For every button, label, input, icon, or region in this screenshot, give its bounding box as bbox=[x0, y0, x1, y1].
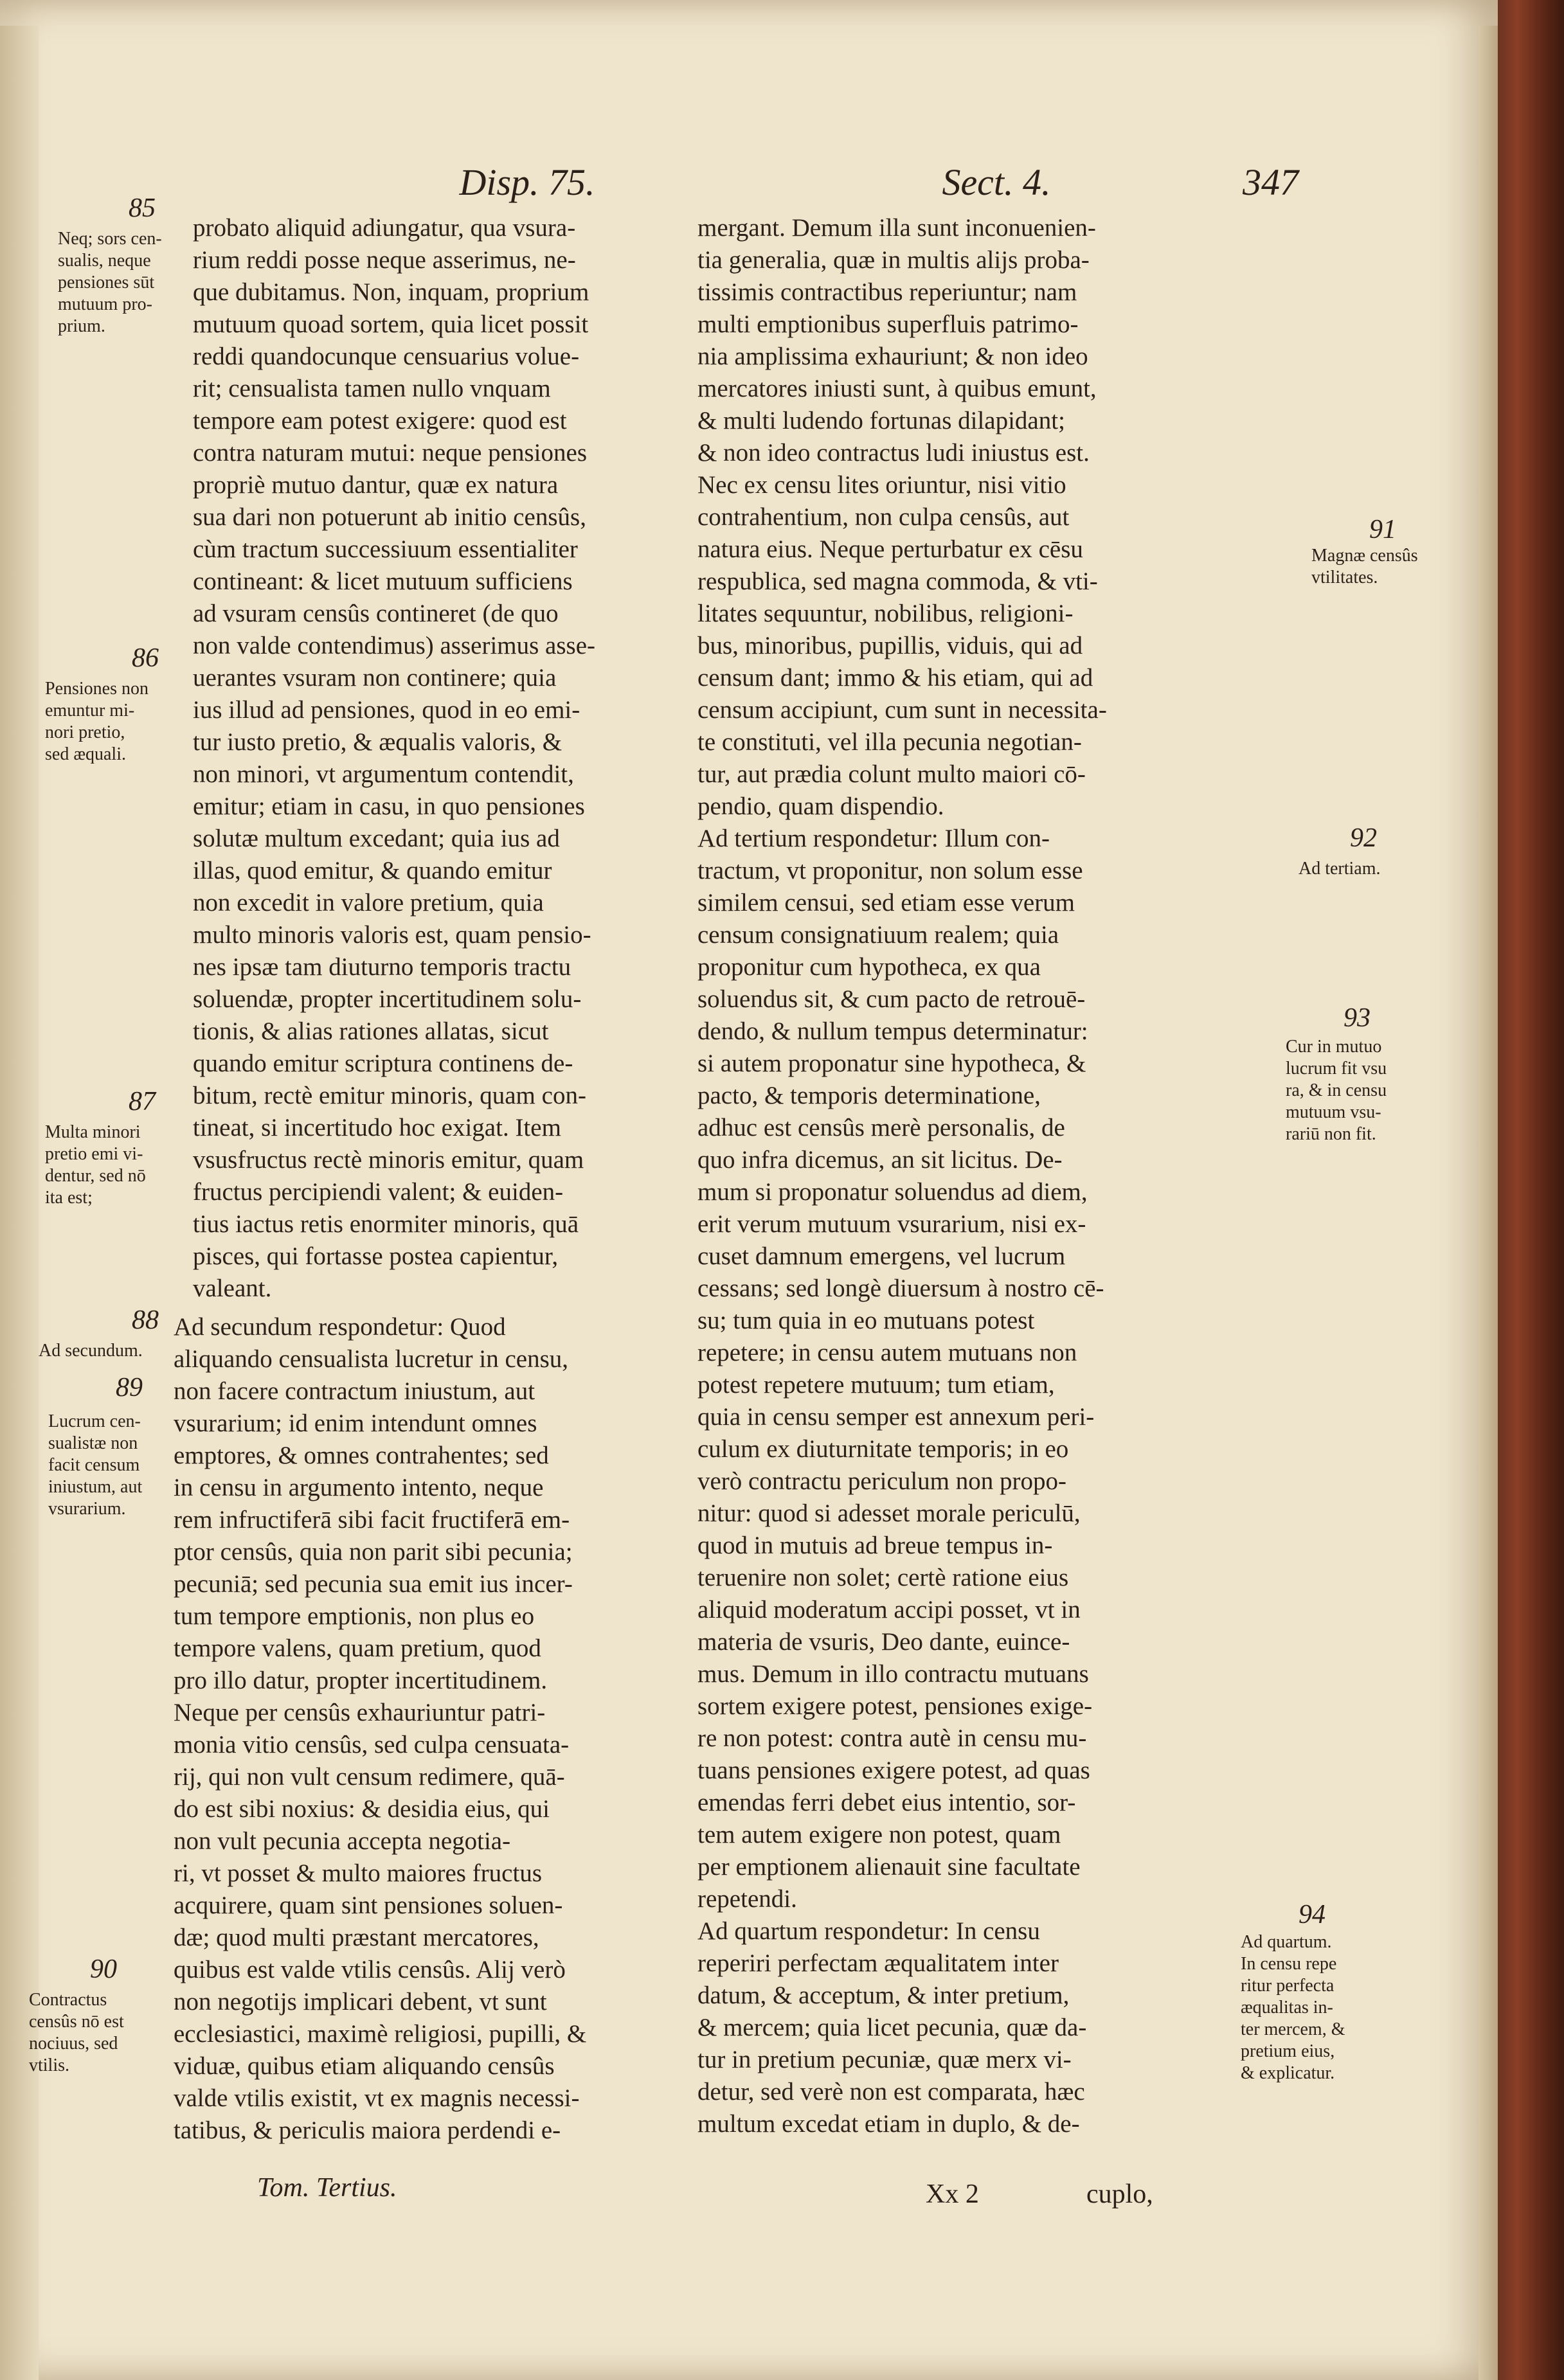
marginal-number: 91 bbox=[1369, 515, 1396, 544]
text-line: tur in pretium pecuniæ, quæ merx vi- bbox=[697, 2046, 1072, 2073]
text-line: contrahentium, non culpa censûs, aut bbox=[697, 503, 1070, 531]
text-line: emitur; etiam in casu, in quo pensiones bbox=[193, 792, 585, 820]
text-line: soluendæ, propter incertitudinem solu- bbox=[193, 985, 582, 1013]
text-line: mus. Demum in illo contractu mutuans bbox=[697, 1660, 1089, 1688]
marginal-note-line: ritur perfecta bbox=[1241, 1976, 1335, 1996]
text-line: adhuc est censûs merè personalis, de bbox=[697, 1114, 1065, 1141]
text-line: illas, quod emitur, & quando emitur bbox=[193, 857, 552, 884]
marginal-note-line: rariū non fit. bbox=[1286, 1124, 1376, 1144]
marginal-note bbox=[1241, 1931, 1408, 2084]
text-line: sortem exigere potest, pensiones exige- bbox=[697, 1692, 1093, 1720]
text-line: Ad tertium respondetur: Illum con- bbox=[697, 825, 1050, 852]
text-line: pro illo datur, propter incertitudinem. bbox=[174, 1667, 548, 1694]
marginal-note bbox=[45, 1122, 186, 1209]
text-line: proponitur cum hypotheca, ex qua bbox=[697, 953, 1041, 981]
text-line: aliquid moderatum accipi posset, vt in bbox=[697, 1596, 1081, 1624]
page-fore-edge bbox=[1479, 26, 1498, 2380]
marginal-note-line: ter mercem, & bbox=[1241, 2019, 1345, 2039]
text-line: repetere; in censu autem mutuans non bbox=[697, 1339, 1077, 1366]
marginal-number: 88 bbox=[132, 1305, 159, 1335]
text-line: mergant. Demum illa sunt inconuenien- bbox=[697, 214, 1096, 242]
text-line: vsurarium; id enim intendunt omnes bbox=[174, 1409, 537, 1437]
marginal-number: 92 bbox=[1350, 823, 1377, 853]
text-line: censum dant; immo & his etiam, qui ad bbox=[697, 664, 1093, 692]
marginal-note-line: Neq; sors cen- bbox=[58, 229, 162, 249]
marginal-note-line: emuntur mi- bbox=[45, 701, 135, 720]
text-line: multum excedat etiam in duplo, & de- bbox=[697, 2110, 1080, 2138]
marginal-note-line: Magnæ censûs bbox=[1311, 546, 1418, 566]
marginal-note-line: Lucrum cen- bbox=[48, 1411, 141, 1431]
marginal-note-line: Pensiones non bbox=[45, 679, 148, 699]
text-line: verò contractu periculum non propo- bbox=[697, 1467, 1066, 1495]
text-line: valeant. bbox=[193, 1275, 272, 1302]
text-line: emptores, & omnes contrahentes; sed bbox=[174, 1442, 549, 1469]
text-line: non valde contendimus) asserimus asse- bbox=[193, 632, 596, 659]
marginal-note-line: vtilis. bbox=[29, 2055, 70, 2075]
marginal-note-line: Ad secundum. bbox=[39, 1341, 143, 1361]
text-line: re non potest: contra autè in censu mu- bbox=[697, 1724, 1087, 1752]
marginal-number: 94 bbox=[1299, 1900, 1326, 1929]
text-line: non excedit in valore pretium, quia bbox=[193, 889, 544, 917]
text-line: vsusfructus rectè minoris emitur, quam bbox=[193, 1146, 584, 1174]
text-line: solutæ multum excedant; quia ius ad bbox=[193, 825, 560, 852]
marginal-note bbox=[1311, 545, 1472, 589]
text-line: reperiri perfectam æqualitatem inter bbox=[697, 1949, 1059, 1977]
marginal-number: 85 bbox=[129, 193, 156, 223]
text-line: cessans; sed longè diuersum à nostro cē- bbox=[697, 1275, 1104, 1302]
text-line: quo infra dicemus, an sit licitus. De- bbox=[697, 1146, 1063, 1174]
text-line: erit verum mutuum vsurarium, nisi ex- bbox=[697, 1210, 1086, 1238]
text-line: aliquando censualista lucretur in censu, bbox=[174, 1345, 569, 1373]
text-line: que dubitamus. Non, inquam, proprium bbox=[193, 278, 589, 306]
text-line: mercatores iniusti sunt, à quibus emunt, bbox=[697, 375, 1097, 402]
text-line: uerantes vsuram non continere; quia bbox=[193, 664, 557, 692]
text-line: non negotijs implicari debent, vt sunt bbox=[174, 1988, 547, 2016]
text-line: Neque per censûs exhauriuntur patri- bbox=[174, 1699, 546, 1726]
text-line: pendio, quam dispendio. bbox=[697, 792, 944, 820]
marginal-number: 86 bbox=[132, 643, 159, 673]
marginal-note-line: sed æquali. bbox=[45, 744, 126, 764]
marginal-note-line: dentur, sed nō bbox=[45, 1166, 146, 1186]
text-line: tempore eam potest exigere: quod est bbox=[193, 407, 567, 434]
text-line: quia in censu semper est annexum peri- bbox=[697, 1403, 1095, 1431]
text-line: non facere contractum iniustum, aut bbox=[174, 1377, 535, 1405]
text-line: tionis, & alias rationes allatas, sicut bbox=[193, 1017, 549, 1045]
text-line: rem infructiferā sibi facit fructiferā em- bbox=[174, 1506, 570, 1534]
marginal-note bbox=[1286, 1036, 1453, 1145]
volume-line: Tom. Tertius. bbox=[257, 2173, 397, 2203]
text-line: tempore valens, quam pretium, quod bbox=[174, 1634, 541, 1662]
marginal-number: 87 bbox=[129, 1087, 156, 1116]
text-line: detur, sed verè non est comparata, hæc bbox=[697, 2078, 1085, 2106]
text-line: bus, minoribus, pupillis, viduis, qui ad bbox=[697, 632, 1083, 659]
text-line: per emptionem alienauit sine facultate bbox=[697, 1853, 1081, 1881]
marginal-note-line: In censu repe bbox=[1241, 1954, 1337, 1974]
marginal-note-line: & explicatur. bbox=[1241, 2063, 1335, 2083]
marginal-note bbox=[1299, 858, 1459, 880]
marginal-note bbox=[39, 1340, 186, 1362]
text-line: mum si proponatur soluendus ad diem, bbox=[697, 1178, 1088, 1206]
text-line: soluendus sit, & cum pacto de retrouē- bbox=[697, 985, 1086, 1013]
marginal-note bbox=[58, 228, 186, 337]
text-line: natura eius. Neque perturbatur ex cēsu bbox=[697, 535, 1083, 563]
text-line: materia de vsuris, Deo dante, euince- bbox=[697, 1628, 1070, 1656]
marginal-note-line: pensiones sūt bbox=[58, 273, 155, 292]
text-line: rij, qui non vult censum redimere, quā- bbox=[174, 1763, 565, 1791]
text-line: Ad quartum respondetur: In censu bbox=[697, 1917, 1040, 1945]
marginal-note-line: iniustum, aut bbox=[48, 1477, 143, 1497]
marginal-note-line: ra, & in censu bbox=[1286, 1080, 1387, 1100]
text-line: & non ideo contractus ludi iniustus est. bbox=[697, 439, 1090, 467]
text-line: tissimis contractibus reperiuntur; nam bbox=[697, 278, 1077, 306]
text-line: culum ex diuturnitate temporis; in eo bbox=[697, 1435, 1069, 1463]
text-line: censum consignatiuum realem; quia bbox=[697, 921, 1059, 949]
text-line: quod in mutuis ad breue tempus in- bbox=[697, 1532, 1053, 1559]
text-line: tuans pensiones exigere potest, ad quas bbox=[697, 1757, 1090, 1784]
text-line: te constituti, vel illa pecunia negotian- bbox=[697, 728, 1082, 756]
text-line: datum, & acceptum, & inter pretium, bbox=[697, 1982, 1070, 2009]
text-line: & mercem; quia licet pecunia, quæ da- bbox=[697, 2014, 1087, 2041]
marginal-note-line: Ad tertiam. bbox=[1299, 859, 1381, 879]
text-line: similem censui, sed etiam esse verum bbox=[697, 889, 1075, 917]
text-line: sua dari non potuerunt ab initio censûs, bbox=[193, 503, 586, 531]
text-line: rit; censualista tamen nullo vnquam bbox=[193, 375, 551, 402]
text-line: litates sequuntur, nobilibus, religioni- bbox=[697, 600, 1074, 627]
marginal-note-line: censûs nō est bbox=[29, 2012, 124, 2032]
text-line: valde vtilis existit, vt ex magnis necessi- bbox=[174, 2084, 580, 2112]
marginal-note bbox=[45, 678, 186, 765]
text-line: censum accipiunt, cum sunt in necessita- bbox=[697, 696, 1107, 724]
marginal-note-line: pretium eius, bbox=[1241, 2041, 1335, 2061]
marginal-note-line: vtilitates. bbox=[1311, 568, 1378, 587]
marginal-number: 90 bbox=[90, 1955, 117, 1984]
marginal-note-line: æqualitas in- bbox=[1241, 1998, 1333, 2018]
marginal-note-line: prium. bbox=[58, 316, 105, 336]
text-line: dæ; quod multi præstant mercatores, bbox=[174, 1924, 539, 1951]
marginal-note-line: vsurarium. bbox=[48, 1499, 126, 1519]
marginal-note-line: sualistæ non bbox=[48, 1433, 138, 1453]
text-line: multi emptionibus superfluis patrimo- bbox=[697, 310, 1079, 338]
marginal-note-line: ita est; bbox=[45, 1188, 93, 1208]
running-head-disputation: Disp. 75. bbox=[459, 161, 595, 203]
text-line: do est sibi noxius: & desidia eius, qui bbox=[174, 1795, 550, 1823]
text-line: monia vitio censûs, sed culpa censuata- bbox=[174, 1731, 570, 1758]
marginal-note-line: nociuus, sed bbox=[29, 2034, 118, 2053]
text-line: repetendi. bbox=[697, 1885, 797, 1913]
text-line: tem autem exigere non potest, quam bbox=[697, 1821, 1061, 1848]
text-line: dendo, & nullum tempus determinatur: bbox=[697, 1017, 1088, 1045]
text-line: probato aliquid adiungatur, qua vsura- bbox=[193, 214, 576, 242]
text-line: non minori, vt argumentum contendit, bbox=[193, 760, 574, 788]
text-line: quibus est valde vtilis censûs. Alij verò bbox=[174, 1956, 566, 1983]
text-line: mutuum quoad sortem, quia licet possit bbox=[193, 310, 589, 338]
signature-mark: Xx 2 bbox=[926, 2179, 979, 2209]
marginal-note-line: Multa minori bbox=[45, 1122, 141, 1142]
text-line: viduæ, quibus etiam aliquando censûs bbox=[174, 2052, 555, 2080]
text-line: & multi ludendo fortunas dilapidant; bbox=[697, 407, 1065, 434]
text-line: acquirere, quam sint pensiones soluen- bbox=[174, 1892, 563, 1919]
text-line: tum tempore emptionis, non plus eo bbox=[174, 1602, 535, 1630]
text-line: tur, aut prædia colunt multo maiori cō- bbox=[697, 760, 1086, 788]
text-line: nia amplissima exhauriunt; & non ideo bbox=[697, 343, 1088, 370]
marginal-note-line: pretio emi vi- bbox=[45, 1144, 143, 1164]
text-line: tineat, si incertitudo hoc exigat. Item bbox=[193, 1114, 561, 1141]
text-line: quando emitur scriptura continens de- bbox=[193, 1050, 573, 1077]
text-line: contineant: & licet mutuum sufficiens bbox=[193, 568, 573, 595]
text-line: cùm tractum successiuum essentialiter bbox=[193, 535, 578, 563]
text-line: teruenire non solet; certè ratione eius bbox=[697, 1564, 1069, 1591]
marginal-note-line: facit censum bbox=[48, 1455, 140, 1475]
marginal-note-line: Cur in mutuo bbox=[1286, 1037, 1382, 1057]
text-line: ius illud ad pensiones, quod in eo emi- bbox=[193, 696, 580, 724]
marginal-note-line: mutuum pro- bbox=[58, 294, 152, 314]
text-line: pacto, & temporis determinatione, bbox=[697, 1082, 1041, 1109]
text-line: ad vsuram censûs contineret (de quo bbox=[193, 600, 559, 627]
text-line: ptor censûs, quia non parit sibi pecunia; bbox=[174, 1538, 573, 1566]
marginal-note bbox=[29, 1989, 164, 2077]
text-line: propriè mutuo dantur, quæ ex natura bbox=[193, 471, 559, 499]
text-line: si autem proponatur sine hypotheca, & bbox=[697, 1050, 1086, 1077]
text-line: pecuniā; sed pecunia sua emit ius incer- bbox=[174, 1570, 573, 1598]
text-line: respublica, sed magna commoda, & vti- bbox=[697, 568, 1098, 595]
text-line: non vult pecunia accepta negotia- bbox=[174, 1827, 511, 1855]
marginal-number: 89 bbox=[116, 1373, 143, 1402]
left-column-text-a bbox=[193, 212, 771, 1305]
marginal-note-line: mutuum vsu- bbox=[1286, 1102, 1381, 1122]
page-number: 347 bbox=[1243, 161, 1299, 203]
text-line: pisces, qui fortasse postea capientur, bbox=[193, 1242, 559, 1270]
text-line: ecclesiastici, maximè religiosi, pupilli, & bbox=[174, 2020, 587, 2048]
text-line: reddi quandocunque censuarius volue- bbox=[193, 343, 580, 370]
text-line: Ad secundum respondetur: Quod bbox=[174, 1313, 506, 1341]
text-line: rium reddi posse neque asserimus, ne- bbox=[193, 246, 576, 274]
text-line: fructus percipiendi valent; & euiden- bbox=[193, 1178, 564, 1206]
marginal-number: 93 bbox=[1344, 1003, 1371, 1033]
text-line: tractum, vt proponitur, non solum esse bbox=[697, 857, 1083, 884]
text-line: Nec ex censu lites oriuntur, nisi vitio bbox=[697, 471, 1066, 499]
text-line: contra naturam mutui: neque pensiones bbox=[193, 439, 587, 467]
text-line: bitum, rectè emitur minoris, quam con- bbox=[193, 1082, 586, 1109]
text-line: nes ipsæ tam diuturno temporis tractu bbox=[193, 953, 571, 981]
marginal-note-line: sualis, neque bbox=[58, 251, 151, 271]
text-line: ri, vt posset & multo maiores fructus bbox=[174, 1859, 543, 1887]
text-line: in censu in argumento intento, neque bbox=[174, 1474, 544, 1501]
text-line: tur iusto pretio, & æqualis valoris, & bbox=[193, 728, 562, 756]
marginal-note-line: nori pretio, bbox=[45, 722, 125, 742]
text-line: emendas ferri debet eius intentio, sor- bbox=[697, 1789, 1076, 1816]
marginal-note-line: lucrum fit vsu bbox=[1286, 1059, 1387, 1078]
book-binding bbox=[1498, 0, 1564, 2380]
text-line: multo minoris valoris est, quam pensio- bbox=[193, 921, 591, 949]
text-line: nitur: quod si adesset morale periculū, bbox=[697, 1499, 1081, 1527]
catchword: cuplo, bbox=[1086, 2179, 1153, 2209]
text-line: su; tum quia in eo mutuans potest bbox=[697, 1307, 1035, 1334]
marginal-note bbox=[48, 1411, 170, 1520]
text-line: tius iactus retis enormiter minoris, quā bbox=[193, 1210, 579, 1238]
text-line: potest repetere mutuum; tum etiam, bbox=[697, 1371, 1055, 1399]
running-head-section: Sect. 4. bbox=[942, 161, 1051, 203]
right-column-text bbox=[697, 212, 1305, 2140]
text-line: tatibus, & periculis maiora perdendi e- bbox=[174, 2116, 561, 2144]
marginal-note-line: Ad quartum. bbox=[1241, 1932, 1332, 1952]
text-line: tia generalia, quæ in multis alijs proba- bbox=[697, 246, 1090, 274]
marginal-note-line: Contractus bbox=[29, 1990, 107, 2010]
left-column-text-b bbox=[174, 1311, 771, 2147]
text-line: cuset damnum emergens, vel lucrum bbox=[697, 1242, 1066, 1270]
